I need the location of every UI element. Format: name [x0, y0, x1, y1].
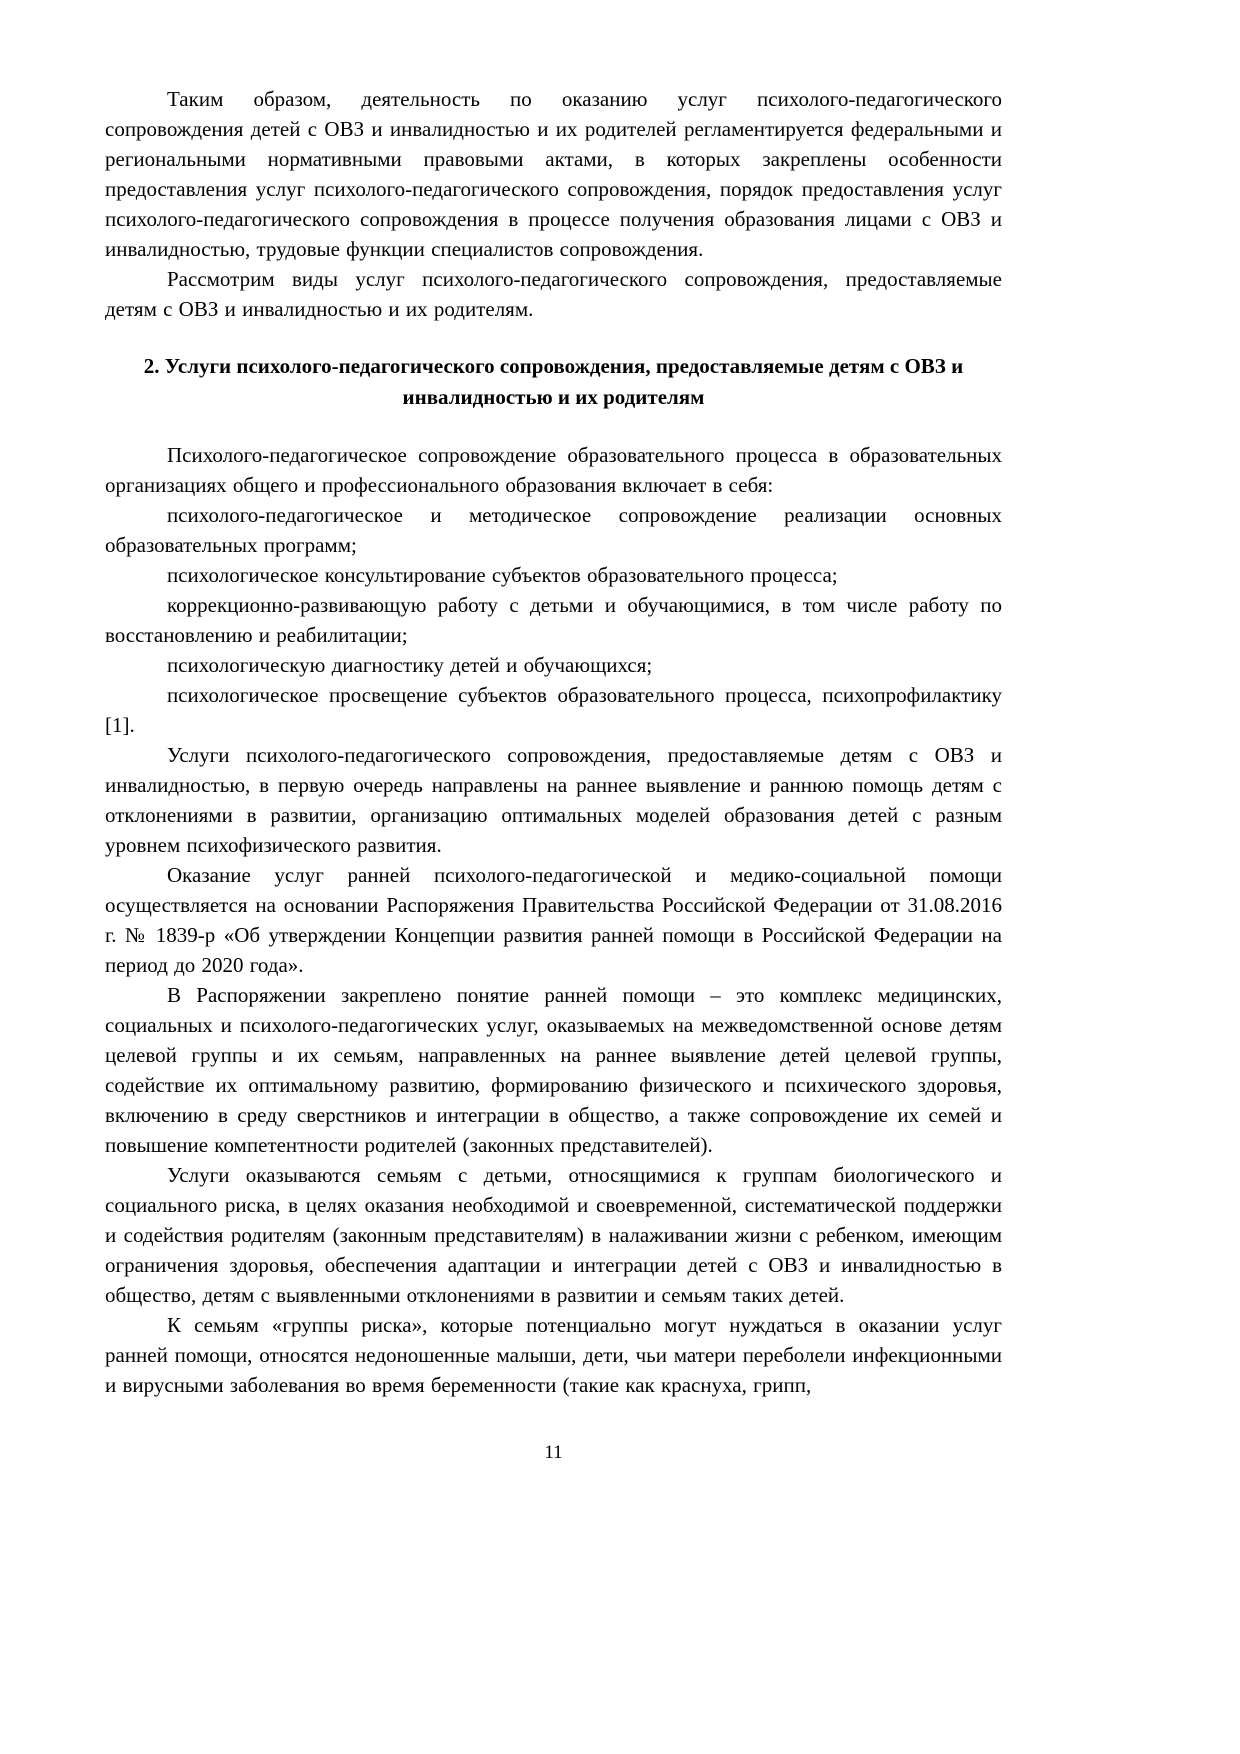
section-heading: 2. Услуги психолого-педагогического сопровождения, предоставляемые детям с ОВЗ и инвалидностью и их родителям	[143, 354, 964, 409]
list-item-paragraph: психологическое просвещение субъектов образовательного процесса, психопрофилактику [1].	[105, 683, 1002, 737]
body-paragraph: Оказание услуг ранней психолого-педагогической и медико-социальной помощи осуществляется на основании Распоряжения Правительства Российской Федерации от 31.08.2016 г. № 1839-р «Об утверждении Концепции развития ранней помощи в Российской Федерации на период до 2020 года».	[105, 863, 1002, 977]
list-item-paragraph: коррекционно-развивающую работу с детьми и обучающимися, в том числе работу по восстановлению и реабилитации;	[105, 593, 1002, 647]
body-paragraph: Психолого-педагогическое сопровождение образовательного процесса в образовательных организациях общего и профессионального образования включает в себя:	[105, 443, 1002, 497]
body-paragraph: Услуги оказываются семьям с детьми, относящимися к группам биологического и социального риска, в целях оказания необходимой и своевременной, систематической поддержки и содействия родителям (законным представителям) в налаживании жизни с ребенком, имеющим ограничения здоровья, обеспечения адаптации и интеграции детей с ОВЗ и инвалидностью в общество, детям с выявленными отклонениями в развитии и семьям таких детей.	[105, 1163, 1002, 1307]
list-item-paragraph: психолого-педагогическое и методическое сопровождение реализации основных образовательных программ;	[105, 503, 1002, 557]
body-paragraph: В Распоряжении закреплено понятие ранней помощи – это комплекс медицинских, социальных и психолого-педагогических услуг, оказываемых на межведомственной основе детям целевой группы и их семьям, направленных на раннее выявление детей целевой группы, содействие их оптимальному развитию, формированию физического и психического здоровья, включению в среду сверстников и интеграции в общество, а также сопровождение их семей и повышение компетентности родителей (законных представителей).	[105, 983, 1002, 1157]
list-item-paragraph: психологическое консультирование субъектов образовательного процесса;	[167, 563, 838, 587]
intro-paragraph: Таким образом, деятельность по оказанию услуг психолого-педагогического сопровождения детей с ОВЗ и инвалидностью и их родителей регламентируется федеральными и региональными нормативными правовыми актами, в которых закреплены особенности предоставления услуг психолого-педагогического сопровождения, порядок предоставления услуг психолого-педагогического сопровождения в процессе получения образования лицами с ОВЗ и инвалидностью, трудовые функции специалистов сопровождения.	[105, 87, 1002, 261]
intro-paragraph: Рассмотрим виды услуг психолого-педагогического сопровождения, предоставляемые детям с ОВЗ и инвалидностью и их родителям.	[105, 267, 1002, 321]
body-paragraph: К семьям «группы риска», которые потенциально могут нуждаться в оказании услуг ранней помощи, относятся недоношенные малыши, дети, чьи матери переболели инфекционными и вирусными заболевания во время беременности (такие как краснуха, грипп,	[105, 1313, 1002, 1397]
body-paragraph: Услуги психолого-педагогического сопровождения, предоставляемые детям с ОВЗ и инвалидностью, в первую очередь направлены на раннее выявление и раннюю помощь детям с отклонениями в развитии, организацию оптимальных моделей образования детей с разным уровнем психофизического развития.	[105, 743, 1002, 857]
page-number: 11	[544, 1442, 563, 1463]
list-item-paragraph: психологическую диагностику детей и обучающихся;	[167, 653, 653, 677]
